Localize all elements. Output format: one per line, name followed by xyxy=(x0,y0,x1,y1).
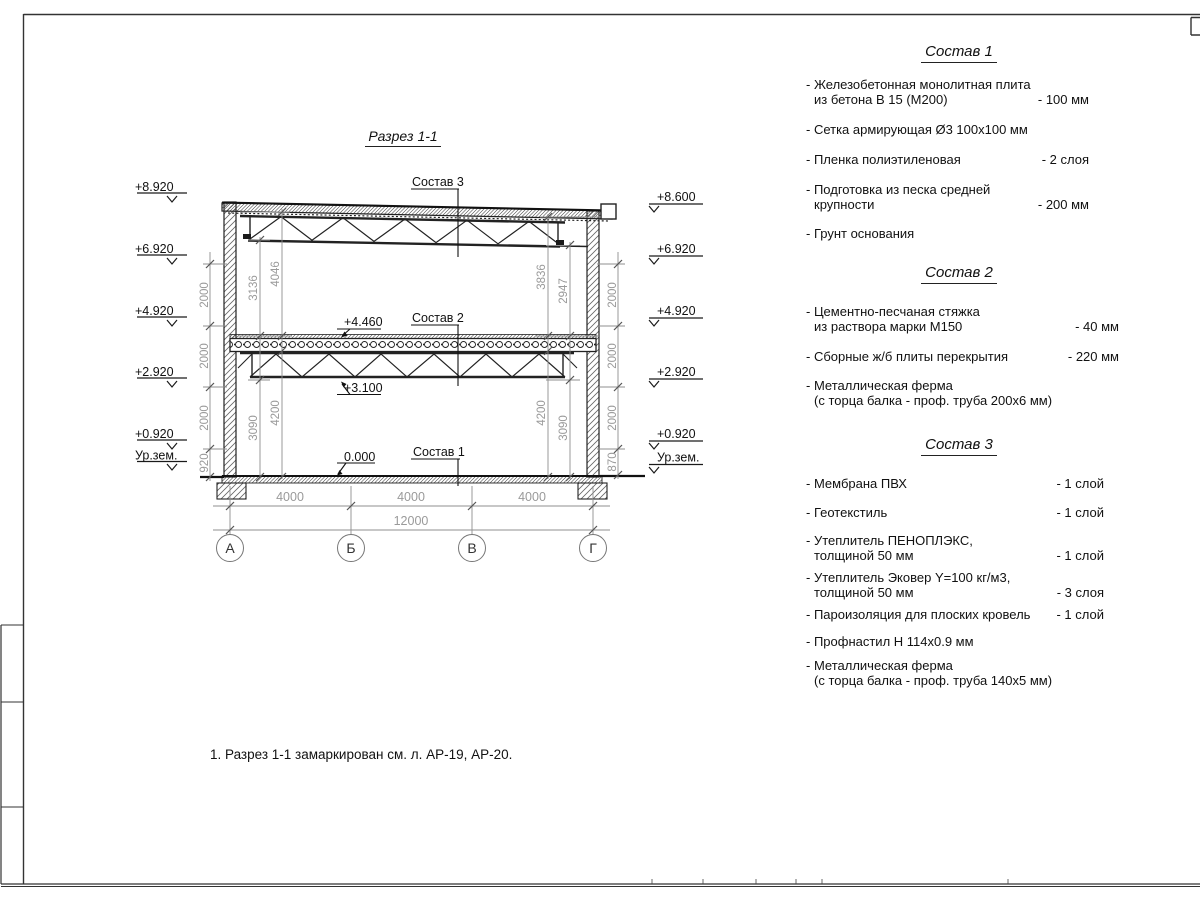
item-line: толщиной 50 мм xyxy=(814,585,914,600)
item-line: - Геотекстиль xyxy=(806,505,888,520)
floor-truss xyxy=(238,353,577,377)
drawing-title: Разрез 1-1 xyxy=(348,128,458,144)
item-line: - Металлическая ферма xyxy=(806,378,953,393)
level-label: +2.920 xyxy=(135,365,174,379)
axis-label: В xyxy=(467,540,477,556)
composition-2-header: Состав 2 xyxy=(793,264,1125,281)
list-item xyxy=(806,122,1119,137)
list-item xyxy=(806,570,1119,600)
item-line: - Профнастил Н 114х0.9 мм xyxy=(806,634,974,649)
level-label: Ур.зем. xyxy=(657,450,700,465)
list-item xyxy=(806,476,1119,491)
foundation-right xyxy=(578,483,607,499)
dim-label: 12000 xyxy=(393,514,429,528)
list-item xyxy=(806,607,1119,622)
level-mark: +4.460 xyxy=(344,315,383,329)
item-line: из бетона В 15 (М200) xyxy=(814,92,948,107)
dim-label: 4000 xyxy=(397,490,425,504)
list-item xyxy=(806,634,1119,649)
item-value: - 220 мм xyxy=(1067,349,1119,364)
item-value: - 1 слой xyxy=(1056,607,1104,622)
composition-1-header: Состав 1 xyxy=(793,43,1125,60)
dim-label: 870 xyxy=(607,452,619,472)
item-value: - 100 мм xyxy=(1037,92,1089,107)
dim-label: 3136 xyxy=(248,275,260,301)
level-mark: +3.100 xyxy=(344,381,383,395)
roof-truss xyxy=(240,216,588,247)
axis-label: Б xyxy=(346,540,356,556)
list-item xyxy=(806,77,1119,107)
item-line: - Утеплитель Эковер Y=100 кг/м3, xyxy=(806,570,1011,585)
axis-label: Г xyxy=(589,540,597,556)
item-line: - Сетка армирующая Ø3 100х100 мм xyxy=(806,122,1028,137)
level-label: +6.920 xyxy=(135,242,174,256)
item-line: - Пленка полиэтиленовая xyxy=(806,152,961,167)
item-value: - 1 слой xyxy=(1056,548,1104,563)
level-label: +2.920 xyxy=(657,365,696,379)
item-line: (с торца балка - проф. труба 200х6 мм) xyxy=(814,393,1053,408)
list-item xyxy=(806,658,1119,688)
list-item xyxy=(806,182,1119,212)
foundation-left xyxy=(217,483,246,499)
sheet-note: 1. Разрез 1-1 замаркирован см. л. АР-19, АР-20. xyxy=(210,747,513,762)
roof-fascia xyxy=(601,204,616,219)
item-line: из раствора марки М150 xyxy=(814,319,963,334)
composition-ref-label: Состав 1 xyxy=(413,445,465,459)
dimension-lines xyxy=(199,208,625,534)
item-line: - Подготовка из песка средней xyxy=(806,182,991,197)
level-mark: 0.000 xyxy=(344,450,376,464)
item-line: крупности xyxy=(814,197,875,212)
dim-label: 4200 xyxy=(536,400,548,426)
list-item xyxy=(806,349,1119,364)
item-line: - Мембрана ПВХ xyxy=(806,476,907,491)
item-line: - Цементно-песчаная стяжка xyxy=(806,304,980,319)
item-value: - 200 мм xyxy=(1037,197,1089,212)
list-item xyxy=(806,378,1119,408)
list-item xyxy=(806,304,1119,334)
list-item xyxy=(806,226,1119,241)
dim-label: 4000 xyxy=(276,490,304,504)
item-line: (с торца балка - проф. труба 140х5 мм) xyxy=(814,673,1053,688)
item-line: - Грунт основания xyxy=(806,226,915,241)
composition-lists xyxy=(793,0,1125,710)
dim-label: 4046 xyxy=(270,261,282,287)
dim-label: 2000 xyxy=(607,343,619,369)
dim-label: 2000 xyxy=(607,405,619,431)
dim-label: 3836 xyxy=(536,264,548,290)
item-value: - 2 слоя xyxy=(1041,152,1089,167)
composition-ref-label: Состав 3 xyxy=(412,175,464,189)
level-label: +0.920 xyxy=(657,427,696,441)
dim-label: 920 xyxy=(199,453,211,473)
level-label: +8.600 xyxy=(657,190,696,204)
list-item xyxy=(806,505,1119,520)
dim-label: 2947 xyxy=(558,278,570,304)
dim-label: 2000 xyxy=(199,282,211,308)
dim-label: 3090 xyxy=(248,415,260,441)
composition-ref-label: Состав 2 xyxy=(412,311,464,325)
floor-slab xyxy=(230,339,596,352)
dim-label: 2000 xyxy=(607,282,619,308)
level-label: +0.920 xyxy=(135,427,174,441)
item-value: - 1 слой xyxy=(1056,505,1104,520)
item-line: - Металлическая ферма xyxy=(806,658,953,673)
dim-label: 4200 xyxy=(270,400,282,426)
item-value: - 3 слоя xyxy=(1056,585,1104,600)
dim-label: 2000 xyxy=(199,405,211,431)
dim-label: 2000 xyxy=(199,343,211,369)
level-label: Ур.зем. xyxy=(135,448,178,463)
level-label: +4.920 xyxy=(135,304,174,318)
dim-label: 3090 xyxy=(558,415,570,441)
item-line: - Утеплитель ПЕНОПЛЭКС, xyxy=(806,533,973,548)
item-line: - Сборные ж/б плиты перекрытия xyxy=(806,349,1009,364)
list-item xyxy=(806,152,1119,167)
level-label: +8.920 xyxy=(135,180,174,194)
item-line: - Пароизоляция для плоских кровель xyxy=(806,607,1031,622)
composition-3-header: Состав 3 xyxy=(793,436,1125,453)
item-value: - 40 мм xyxy=(1075,319,1119,334)
level-label: +6.920 xyxy=(657,242,696,256)
item-value: - 1 слой xyxy=(1056,476,1104,491)
axis-label: А xyxy=(225,540,235,556)
dim-label: 4000 xyxy=(518,490,546,504)
level-label: +4.920 xyxy=(657,304,696,318)
item-line: - Железобетонная монолитная плита xyxy=(806,77,1031,92)
item-line: толщиной 50 мм xyxy=(814,548,914,563)
list-item xyxy=(806,533,1119,563)
